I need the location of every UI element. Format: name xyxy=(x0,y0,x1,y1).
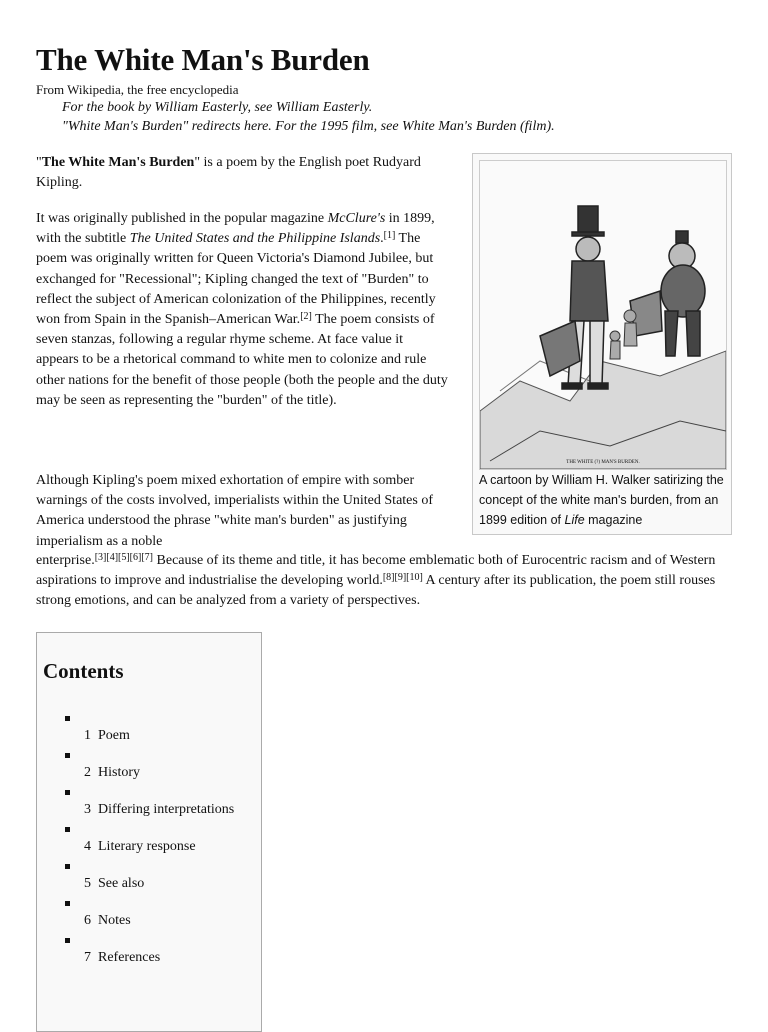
page-title: The White Man's Burden xyxy=(36,42,370,77)
toc-label[interactable]: Poem xyxy=(98,728,130,743)
toc-label[interactable]: Notes xyxy=(98,913,131,928)
intro-paragraph-2 xyxy=(36,209,448,411)
bold-title: The White Man's Burden xyxy=(41,155,195,170)
ref-3-7[interactable]: [3][4][5][6][7] xyxy=(94,552,154,563)
bullet-icon xyxy=(65,790,70,795)
bullet-icon xyxy=(65,938,70,943)
toc-number: 5 xyxy=(84,876,91,891)
hatnote-film[interactable]: "White Man's Burden" redirects here. For the 1995 film, see White Man's Burden (film). xyxy=(62,119,555,134)
ref-1[interactable]: [1] xyxy=(383,230,396,242)
toc-label[interactable]: See also xyxy=(98,876,145,891)
bullet-icon xyxy=(65,864,70,869)
toc-item-history[interactable] xyxy=(37,748,261,785)
caption-text-a: A cartoon by William H. Walker satirizing the concept of the white man's burden, from an 1899 edition of xyxy=(479,473,724,527)
thumbnail-box xyxy=(472,153,732,535)
table-of-contents xyxy=(36,632,262,1032)
cartoon-image[interactable] xyxy=(479,160,727,470)
toc-number: 2 xyxy=(84,765,91,780)
intro-paragraph-1: "The White Man's Burden" is a poem by the English poet Rudyard Kipling. xyxy=(36,155,421,191)
toc-label[interactable]: Differing interpretations xyxy=(98,802,235,817)
toc-label[interactable]: References xyxy=(98,950,161,965)
mcclures-link[interactable]: McClure's xyxy=(327,211,386,226)
p2-text-a: It was originally published in the popular magazine xyxy=(36,211,328,226)
toc-number: 7 xyxy=(84,950,91,965)
toc-list xyxy=(37,711,261,970)
toc-item-see-also[interactable] xyxy=(37,859,261,896)
toc-number: 3 xyxy=(84,802,91,817)
p2-text-e: The poem consists of seven stanzas, following a regular rhyme scheme. At face value it appears to be a rhetorical command to white men to colonize and rule other nations for the benefit of those people (both the people and the duty may be seen as representing the "burden" of the title). xyxy=(36,312,448,408)
toc-label[interactable]: History xyxy=(98,765,140,780)
subtitle-text: The United States and the Philippine Islands xyxy=(129,231,381,247)
toc-item-references[interactable] xyxy=(37,933,261,970)
p3-text-a: Although Kipling's poem mixed exhortation of empire with somber warnings of the costs involved, imperialists within the United States of America understood the phrase "white man's burden" as justifying imperialism as a noble xyxy=(36,473,433,549)
p2-text-d: The poem was originally written for Queen Victoria's Diamond Jubilee, but exchanged for "Recessional"; Kipling changed the text of "Burden" to reflect the subject of American colonization of the Philippines, recently won from Spain in the Spanish–American War. xyxy=(36,231,436,328)
site-sub: From Wikipedia, the free encyclopedia xyxy=(36,82,239,97)
p3-text-d: A century after its publication, the poem still rouses strong emotions, and can be analyzed from a variety of perspectives. xyxy=(36,573,716,609)
intro-paragraph-3 xyxy=(36,471,448,552)
p2-period: . xyxy=(380,231,384,247)
p3-text-c: Because of its theme and title, it has become emblematic both of Eurocentric racism and of Western aspirations to improve and industrialise the developing world. xyxy=(36,553,716,589)
p2-text-b: in 1899, with the subtitle xyxy=(36,211,435,247)
thumbnail-caption xyxy=(479,470,729,530)
toc-label[interactable]: Literary response xyxy=(98,839,196,854)
toc-title: Contents xyxy=(43,659,124,683)
toc-number: 4 xyxy=(84,839,91,854)
toc-item-poem[interactable] xyxy=(37,711,261,748)
intro-paragraph-3-cont xyxy=(36,551,736,612)
toc-item-notes[interactable] xyxy=(37,896,261,933)
bullet-icon xyxy=(65,753,70,758)
toc-number: 1 xyxy=(84,728,91,743)
ref-2[interactable]: [2] xyxy=(300,311,312,323)
caption-text-b: magazine xyxy=(584,513,643,527)
bullet-icon xyxy=(65,716,70,721)
toc-item-literary-response[interactable] xyxy=(37,822,261,859)
cartoon-label: THE WHITE (?) MAN'S BURDEN. xyxy=(566,460,640,465)
p3-text-b: enterprise. xyxy=(36,553,95,568)
bullet-icon xyxy=(65,827,70,832)
cartoon-illustration xyxy=(480,161,726,469)
bullet-icon xyxy=(65,901,70,906)
life-link[interactable]: Life xyxy=(564,513,585,527)
ref-8-10[interactable]: [8][9][10] xyxy=(382,572,423,584)
toc-item-differing-interpretations[interactable] xyxy=(37,785,261,822)
toc-number: 6 xyxy=(84,913,91,928)
hatnote-easterly[interactable]: For the book by William Easterly, see William Easterly. xyxy=(62,100,373,115)
p1-text: is a poem by the English poet Rudyard Kipling. xyxy=(36,155,421,191)
